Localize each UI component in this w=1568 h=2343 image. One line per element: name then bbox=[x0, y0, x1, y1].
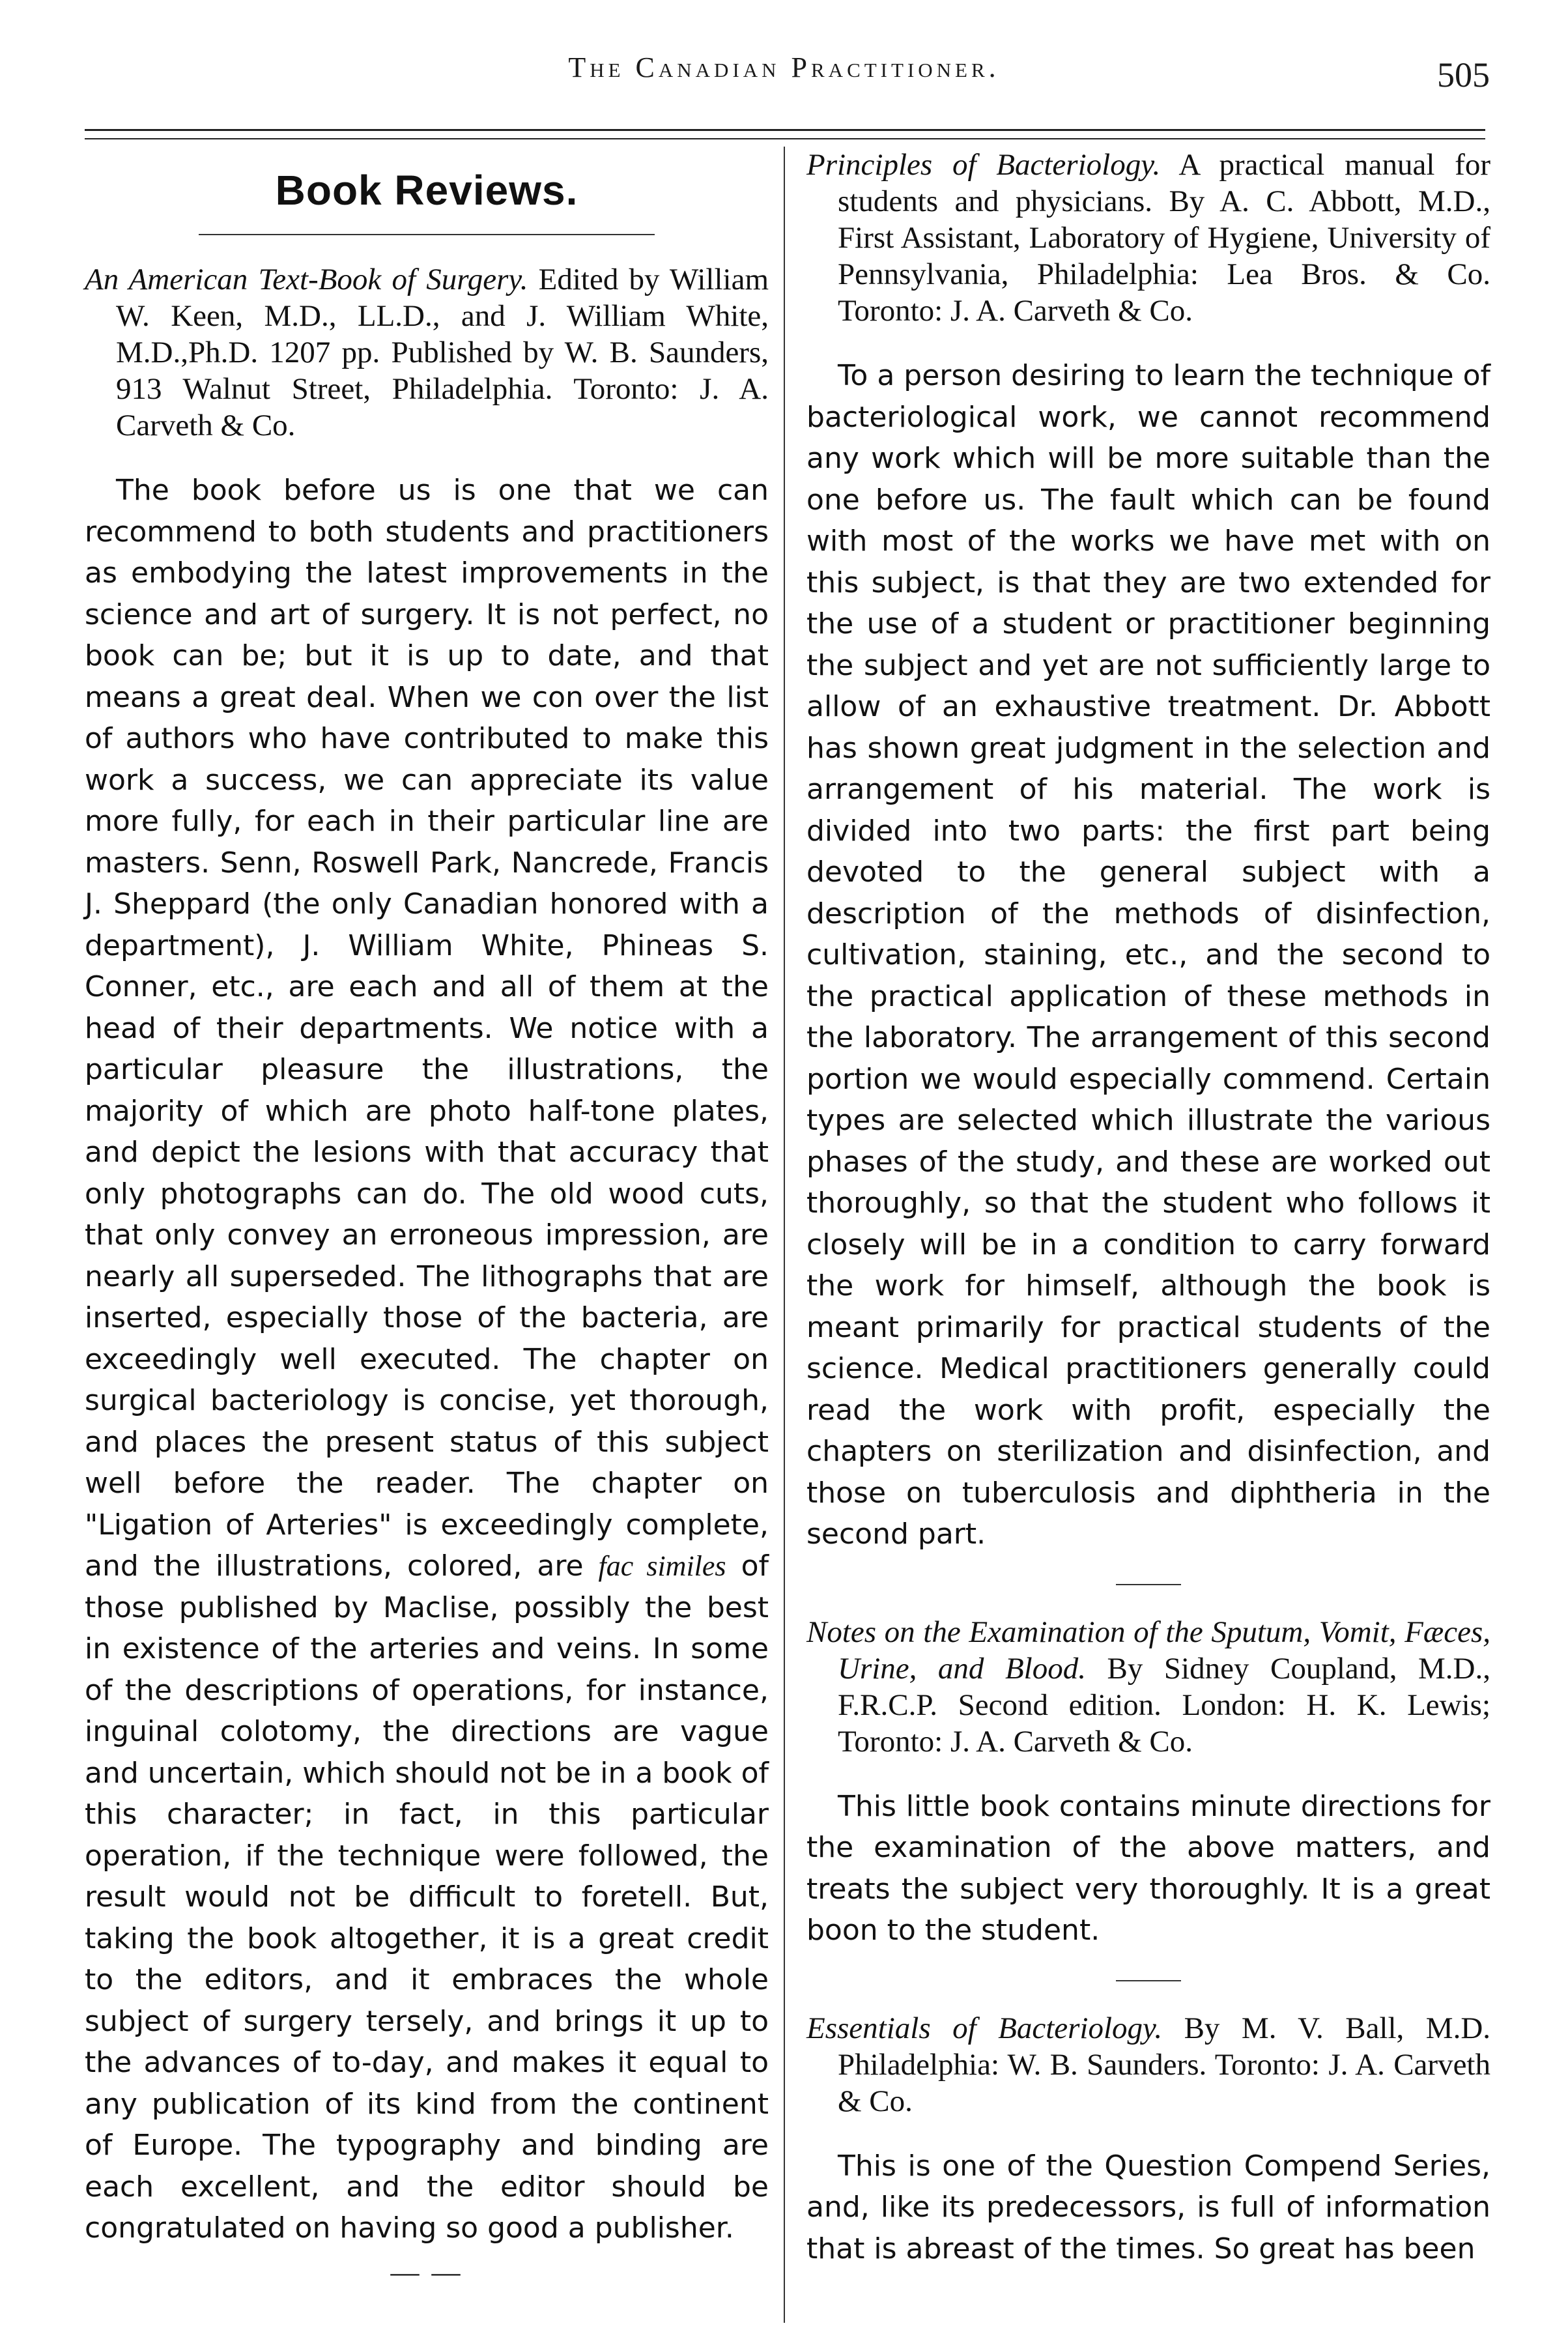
review-work-title: Principles of Bacteriology. bbox=[806, 148, 1161, 182]
review-italic-term: fac similes bbox=[598, 1550, 726, 1582]
right-column bbox=[806, 147, 1490, 2269]
review-work-title: Notes on the Examination of the Sputum, Vomit, Fæces, Urine, and Blood. bbox=[806, 1615, 1490, 1686]
review-body-bacteriology: To a person desiring to learn the technique of bacteriological work, we cannot recommend any work which will be more suitable than the one before us. The fault which can be found with most of the works we have met with on this subject, is that they are two extended for the use of a student or practitioner beginning the subject and yet are not sufficiently large to allow of an exhaustive treatment. Dr. Abbott has shown great judgment in the selection and arrangement of his material. The work is divided into two parts: the first part being devoted to the general subject with a description of the methods of disinfection, cultivation, staining, etc., and the second to the practical application of these methods in the laboratory. The arrangement of this second portion we would especially commend. Certain types are selected which illustrate the various phases of the study, and these are worked out thoroughly, so that the student who follows it closely will be in a condition to carry forward the work for himself, although the book is meant primarily for practical students of the science. Medical practitioners generally could read the work with profit, especially the chapters on sterilization and disinfection, and those on tuberculosis and diphtheria in the second part. bbox=[806, 359, 1490, 1551]
review-body-essentials: This is one of the Question Compend Series, and, like its predecessors, is full of information that is abreast of the times. So great has been bbox=[806, 2149, 1490, 2265]
review-text: of those published by Maclise, possibly the best in existence of the arteries and veins. In some of the descriptions of operations, for instance, inguinal colotomy, the directions are vague and uncertain, which should not be in a book of this character; in fact, in this particular operation, if the technique were followed, the result would not be difficult to foretell. But, taking the book altogether, it is a great credit to the editors, and it embraces the whole subject of surgery tersely, and brings it up to the advances of to-day, and makes it equal to any publication of its kind from the continent of Europe. The typography and binding are each excellent, and the editor should be congratulated on having so good a publisher. bbox=[85, 1549, 769, 2245]
review-citation-essentials bbox=[806, 2010, 1490, 2120]
review-text: The book before us is one that we can recommend to both students and practitioners as embodying the latest improvements in the science and art of surgery. It is not perfect, no book can be; but it is up to date, and that means a great deal. When we con over the list of authors who have contributed to make this work a success, we can appreciate its value more fully, for each in their particular line are masters. Senn, Roswell Park, Nancrede, Francis J. Sheppard (the only Canadian honored with a department), J. William White, Phineas S. Conner, etc., are each and all of them at the head of their departments. We notice with a particular pleasure the illustrations, the majority of which are photo half-tone plates, and depict the lesions with that accuracy that only photographs can do. The old wood cuts, that only convey an erroneous impression, are nearly all superseded. The lithographs that are inserted, especially those of the bacteria, are exceedingly well executed. The chapter on surgical bacteriology is concise, yet thorough, and places the present status of this subject well before the reader. The chapter on "Ligation of Arteries" is exceedingly complete, and the illustrations, colored, are bbox=[85, 474, 769, 1583]
section-title: Book Reviews. bbox=[275, 167, 578, 214]
header-rule-bottom bbox=[85, 138, 1485, 139]
page-number: 505 bbox=[1437, 55, 1490, 94]
review-publication-details: By M. V. Ball, M.D. Philadelphia: W. B. Saunders. Toronto: J. A. Carveth & Co. bbox=[838, 2011, 1491, 2118]
review-publication-details: By Sidney Coupland, M.D., F.R.C.P. Second edition. London: H. K. Lewis; Toronto: J. A. Carveth & Co. bbox=[838, 1651, 1491, 1759]
left-column bbox=[85, 147, 769, 2289]
end-mark: — — bbox=[390, 2256, 463, 2288]
section-title-rule bbox=[199, 234, 655, 235]
review-body-surgery bbox=[85, 470, 769, 2249]
review-citation-sputum bbox=[806, 1614, 1490, 1760]
review-separator bbox=[1116, 1980, 1181, 1981]
review-body-sputum: This little book contains minute directions for the examination of the above matters, and treats the subject very thoroughly. It is a great boon to the student. bbox=[806, 1789, 1490, 1947]
review-work-title: An American Text-Book of Surgery. bbox=[85, 263, 528, 296]
running-head: The Canadian Practitioner. bbox=[568, 51, 1000, 83]
column-divider bbox=[784, 147, 785, 2323]
review-publication-details: A practical manual for students and physicians. By A. C. Abbott, M.D., First Assistant, Laboratory of Hygiene, University of Pennsylvania, Philadelphia: Lea Bros. & Co. Toronto: J. A. Carveth & Co. bbox=[838, 148, 1490, 328]
review-citation-surgery bbox=[85, 261, 769, 444]
review-citation-bacteriology bbox=[806, 147, 1490, 329]
header-rule-top bbox=[85, 129, 1485, 131]
review-publication-details: Edited by William W. Keen, M.D., LL.D., and J. William White, M.D.,Ph.D. 1207 pp. Published by W. B. Saunders, 913 Walnut Street, Philadelphia. Toronto: J. A. Carveth & Co. bbox=[116, 263, 769, 442]
review-separator bbox=[1116, 1584, 1181, 1585]
review-work-title: Essentials of Bacteriology. bbox=[806, 2011, 1163, 2045]
